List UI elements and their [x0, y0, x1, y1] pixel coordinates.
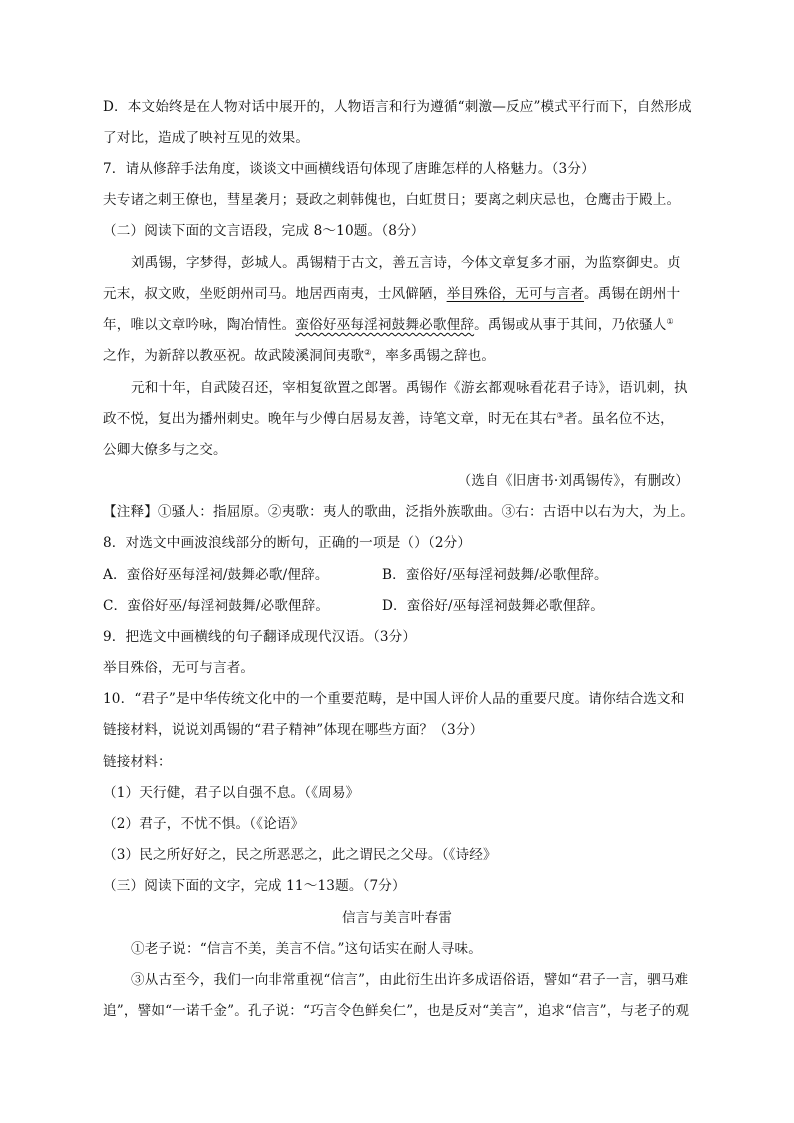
options-cd	[103, 596, 663, 616]
option-d: D．蛮俗好/巫每淫祠鼓舞必歌俚辞。	[382, 598, 604, 614]
link-material-3: （3）民之所好好之，民之所恶恶之，此之谓民之父母。（《诗经》	[103, 847, 497, 863]
question-7: 7．请从修辞手法角度，谈谈文中画横线语句体现了唐雎怎样的人格魅力。（3分）	[103, 161, 595, 177]
answer-7: 夫专诸之刺王僚也，彗星袭月；聂政之刺韩傀也，白虹贯日；要离之刺庆忌也，仓鹰击于殿上。	[103, 192, 681, 208]
article-p1: ①老子说：“信言不美，美言不信。”这句话实在耐人寻味。	[131, 941, 482, 957]
option-d-line2: 了对比，造成了映衬互见的效果。	[103, 130, 310, 146]
footnote-mark-2: ②	[364, 348, 372, 357]
question-9: 9．把选文中画横线的句子翻译成现代汉语。（3分）	[103, 629, 417, 645]
option-a: A．蛮俗好巫每淫祠/鼓舞必歌/俚辞。	[103, 567, 329, 583]
question-10-line2: 链接材料，说说刘禹锡的“君子精神”体现在哪些方面？（3分）	[103, 722, 484, 738]
link-material-label: 链接材料：	[103, 754, 172, 770]
answer-9: 举目殊俗，无可与言者。	[103, 660, 255, 676]
passage-p1-line2: 元末，叔文败，坐贬朗州司马。地居西南夷，士风僻陋，举目殊俗，无可与言者。禹锡在朗州十	[103, 286, 681, 302]
annotations: 【注释】①骚人：指屈原。②夷歌：夷人的歌曲，泛指外族歌曲。③右：古语中以右为大，为上。	[103, 504, 694, 520]
underlined-sentence: 举目殊俗，无可与言者	[446, 286, 585, 302]
passage-p2-line3: 公卿大僚多与之交。	[103, 442, 227, 458]
passage-p1-line3: 年，唯以文章吟咏，陶冶情性。蛮俗好巫每淫祠鼓舞必歌俚辞。禹锡或从事于其间，乃依骚人①	[103, 317, 674, 333]
option-d-line1: D．本文始终是在人物对话中展开的，人物语言和行为遵循“刺激—反应”模式平行而下，自然形成	[103, 99, 692, 115]
option-c: C．蛮俗好巫/每淫祠鼓舞/必歌俚辞。	[103, 598, 330, 614]
footnote-mark-3: ③	[556, 411, 564, 420]
article-p3-line1: ③从古至今，我们一向非常重视“信言”，由此衍生出许多成语俗语，譬如“君子一言，驷马难	[131, 972, 689, 988]
section-3-heading: （三）阅读下面的文字，完成 11～13题。（7分）	[103, 878, 406, 894]
passage-p1-line4: 之作，为新辞以教巫祝。故武陵溪洞间夷歌②，率多禹锡之辞也。	[103, 348, 496, 364]
passage-p2-line1: 元和十年，自武陵召还，宰相复欲置之郎署。禹锡作《游玄都观咏看花君子诗》，语讥刺，执	[131, 380, 688, 396]
article-p3-line2: 追”，譬如“一诺千金”。孔子说：“巧言令色鲜矣仁”，也是反对“美言”，追求“信言”，与老子的观	[103, 1003, 690, 1019]
footnote-mark-1: ①	[666, 317, 674, 326]
option-b: B．蛮俗好/巫每淫祠鼓舞/必歌俚辞。	[382, 567, 608, 583]
passage-p1-line1: 刘禹锡，字梦得，彭城人。禹锡精于古文，善五言诗，今体文章复多才丽，为监察御史。贞	[131, 255, 681, 271]
article-title: 信言与美言叶春雷	[342, 910, 452, 926]
link-material-1: （1）天行健，君子以自强不息。（《周易》	[103, 785, 360, 801]
question-10-line1: 10．“君子”是中华传统文化中的一个重要范畴，是中国人评价人品的重要尺度。请你结合选文和	[103, 691, 685, 707]
options-ab	[103, 565, 663, 585]
link-material-2: （2）君子，不忧不惧。（《论语》	[103, 816, 305, 832]
wavy-underlined-sentence: 蛮俗好巫每淫祠鼓舞必歌俚辞	[295, 317, 475, 333]
question-8: 8．对选文中画波浪线部分的断句，正确的一项是（）（2分）	[103, 535, 472, 551]
source-citation: （选自《旧唐书·刘禹锡传》，有删改）	[457, 473, 689, 489]
section-2-heading: （二）阅读下面的文言语段，完成 8～10题。（8分）	[103, 223, 425, 239]
passage-p2-line2: 政不悦，复出为播州刺史。晚年与少傅白居易友善，诗笔文章，时无在其右③者。虽名位不达，	[103, 411, 674, 427]
